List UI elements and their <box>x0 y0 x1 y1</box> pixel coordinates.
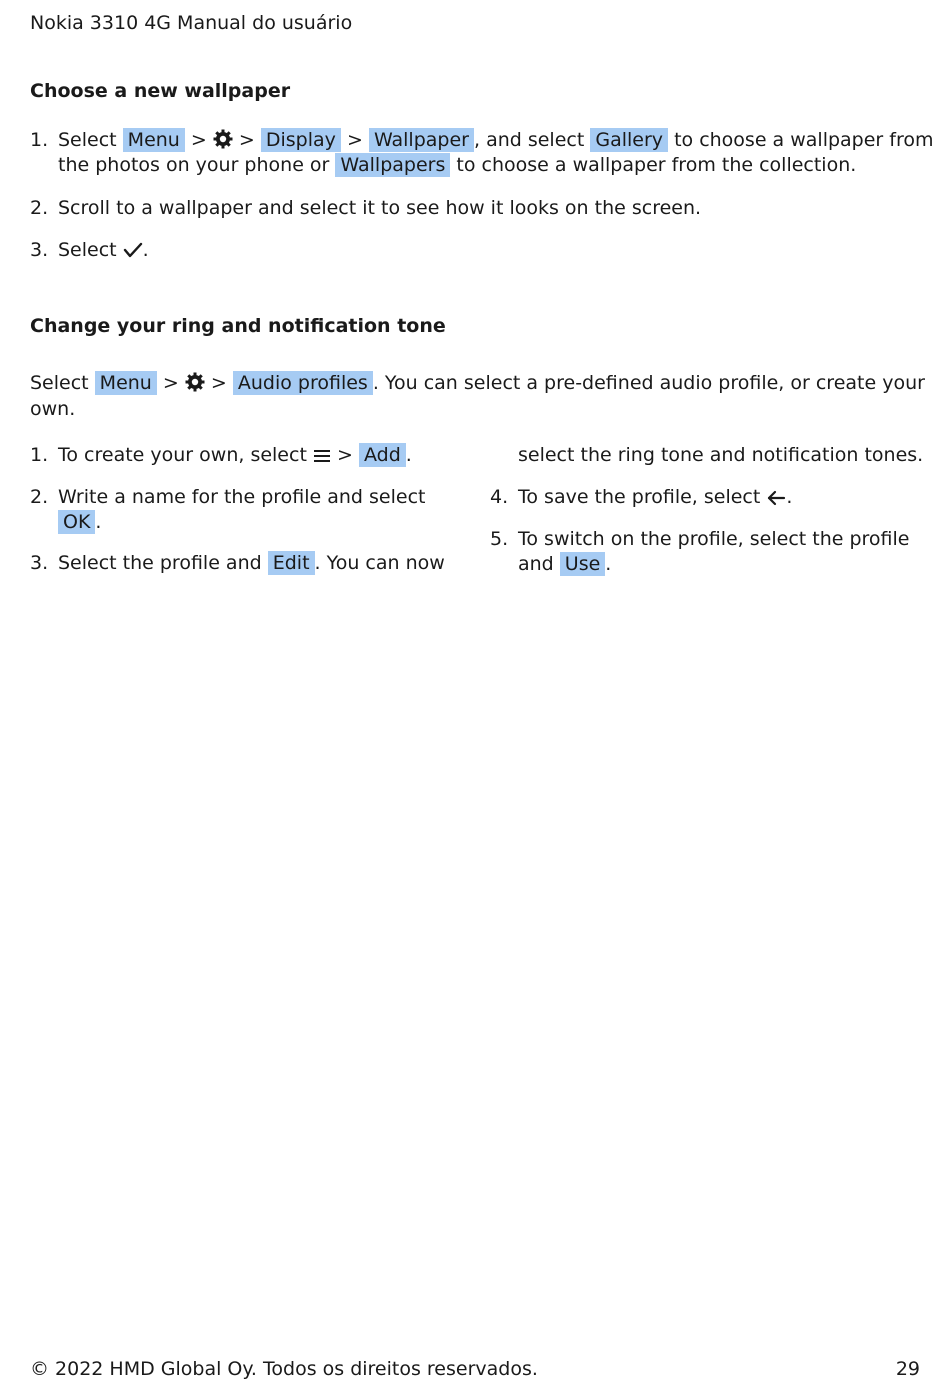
step-1-line-2 <box>58 154 856 176</box>
wallpaper-key-label: Wallpaper <box>369 128 474 152</box>
step-number: 3. <box>30 552 49 574</box>
text: To save the profile, select <box>518 486 761 508</box>
step-1-line-1 <box>58 129 934 151</box>
text: . <box>405 444 412 466</box>
separator: > <box>190 129 207 151</box>
footer-copyright: © 2022 HMD Global Oy. Todos os direitos reservados. <box>30 1358 538 1380</box>
menu-key-label: Menu <box>123 128 185 152</box>
step-2-text: Scroll to a wallpaper and select it to see how it looks on the screen. <box>58 197 702 219</box>
text: . <box>786 486 793 508</box>
step-number: 2. <box>30 486 49 508</box>
back-arrow-icon <box>766 490 786 506</box>
step-number: 5. <box>490 528 509 550</box>
audio-profiles-key-label: Audio profiles <box>233 371 373 395</box>
separator: > <box>346 129 363 151</box>
wallpapers-key-label: Wallpapers <box>335 153 450 177</box>
display-key-label: Display <box>261 128 341 152</box>
step-4-line <box>518 486 792 508</box>
intro-line-2: own. <box>30 398 76 420</box>
text: Select <box>58 239 117 261</box>
gallery-key-label: Gallery <box>590 128 668 152</box>
step-number: 2. <box>30 197 49 219</box>
text: . You can now <box>314 552 445 574</box>
page-number: 29 <box>895 1358 920 1380</box>
checkmark-icon <box>123 241 143 259</box>
text: Select <box>30 372 89 394</box>
use-key-label: Use <box>560 552 606 576</box>
section-heading-wallpaper: Choose a new wallpaper <box>30 80 291 102</box>
text: . <box>142 239 149 261</box>
ok-key-label: OK <box>58 510 95 534</box>
add-key-label: Add <box>359 443 406 467</box>
text: to choose a wallpaper from the collection. <box>456 154 857 176</box>
intro-line-1 <box>30 372 925 394</box>
text: the photos on your phone or <box>58 154 330 176</box>
menu-key-label: Menu <box>95 371 157 395</box>
page-header: Nokia 3310 4G Manual do usuário <box>30 12 353 34</box>
text: Select <box>58 129 117 151</box>
gear-icon <box>185 372 205 392</box>
step-3-continuation: select the ring tone and notification tones. <box>518 444 924 466</box>
step-2-text: Write a name for the profile and select <box>58 486 426 508</box>
menu-icon <box>313 448 331 464</box>
separator: > <box>210 372 227 394</box>
edit-key-label: Edit <box>268 551 315 575</box>
separator: > <box>238 129 255 151</box>
step-5-text: To switch on the profile, select the profile <box>518 528 910 550</box>
section-heading-ring-tone: Change your ring and notification tone <box>30 315 446 337</box>
step-3-line <box>58 239 149 261</box>
separator: > <box>162 372 179 394</box>
text: . You can select a pre-defined audio profile, or create your <box>372 372 925 394</box>
separator: > <box>337 444 353 466</box>
text: Select the profile and <box>58 552 262 574</box>
step-5-line-2 <box>518 553 611 575</box>
text: . <box>605 553 612 575</box>
text: and <box>518 553 554 575</box>
text: To create your own, select <box>58 444 307 466</box>
step-3-line <box>58 552 445 574</box>
gear-icon <box>213 129 233 149</box>
step-number: 3. <box>30 239 49 261</box>
step-number: 1. <box>30 444 49 466</box>
step-1-line <box>58 444 412 466</box>
text: to choose a wallpaper from <box>674 129 934 151</box>
text: . <box>95 511 102 533</box>
step-number: 4. <box>490 486 509 508</box>
step-2-line-2 <box>58 511 101 533</box>
text: , and select <box>473 129 585 151</box>
step-number: 1. <box>30 129 49 151</box>
